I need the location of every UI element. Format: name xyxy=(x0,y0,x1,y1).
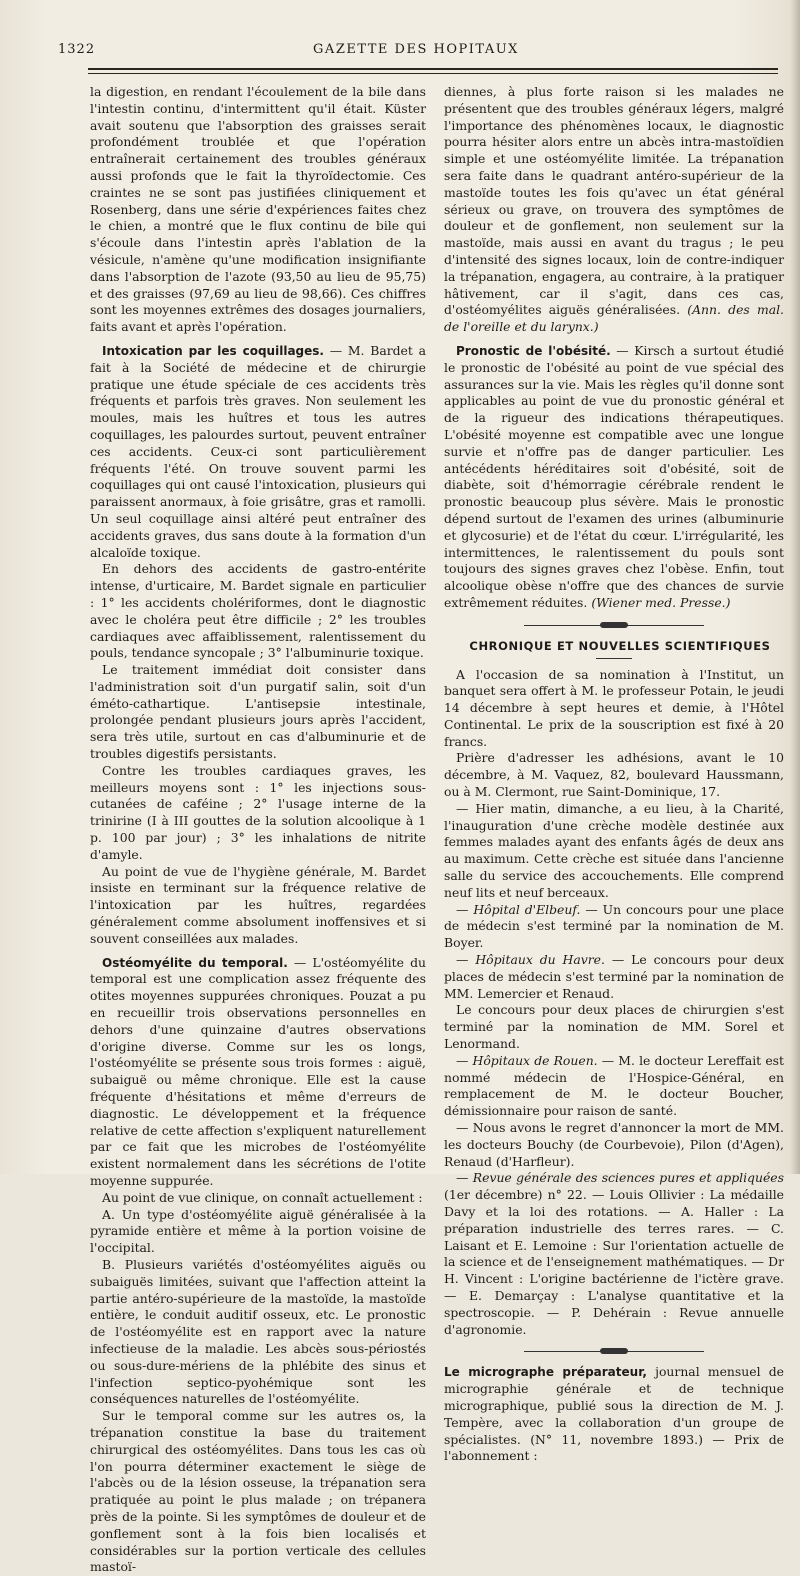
paragraph-text: — M. Bardet a fait à la Société de médecine et de chirurgie pratique une étude spéciale de ces accidents très fréquents et parfois très graves. Non seulement les moules, mais les huîtres et tous les autres coquillages, les palourdes surtout, peuvent entraîner ces accidents. Ceux-ci sont particulièrement fréquents l'été. On trouve souvent parmi les coquillages qui ont causé l'intoxication, plusieurs qui paraissent anormaux, à foie grisâtre, gras et ramolli. Un seul coquillage ainsi altéré peut entraîner des accidents graves, dus sans doute à la formation d'un alcaloïde toxique. xyxy=(90,342,426,560)
paragraph: — Revue générale des sciences pures et appliquées (1er décembre) n° 22. — Louis Ollivier : La médaille Davy et la loi des rotations. — A. Haller : La préparation industrielle des terres rares. — C. Laisant et E. Lemoine : Sur l'orientation actuelle de la science et de l'enseignement mathématiques. — Dr H. Vincent : L'origine bactérienne de l'ictère grave. — E. Demarçay : L'analyse quantitative et la spectroscopie. — P. Dehérain : Revue annuelle d'agronomie. xyxy=(444,1170,784,1337)
paragraph: Le traitement immédiat doit consister dans l'administration soit d'un purgatif salin, soit d'un éméto-cathartique. L'antisepsie intestinale, prolongée pendant plusieurs jours après l'accident, sera très utile, surtout en cas d'albuminurie et de troubles digestifs persistants. xyxy=(90,662,426,762)
binding-shadow xyxy=(790,0,800,1174)
journal-title: GAZETTE DES HOPITAUX xyxy=(313,42,519,57)
paragraph: Au point de vue clinique, on connaît actuellement : xyxy=(102,1189,423,1205)
paragraph: — Hôpitaux de Rouen. — M. le docteur Lereffait est nommé médecin de l'Hospice-Général, en remplacement de M. le docteur Boucher, démissionnaire pour raison de santé. xyxy=(444,1052,784,1119)
paragraph-text: diennes, à plus forte raison si les malades ne présentent que des troubles généraux légers, malgré l'importance des phénomènes locaux, le diagnostic pourra hésiter alors entre un abcès intra-mastoïdien simple et une ostéomyélite limitée. La trépanation sera faite dans le quadrant antéro-supérieur de la mastoïde toutes les fois qu'avec un état général sérieux ou grave, on trouvera des symptômes de douleur et de gonflement, non seulement sur la mastoïde, mais aussi en avant du tragus ; le peu d'intensité des signes locaux, loin de contre-indiquer la trépanation, engagera, au contraire, à la pratiquer hâtivement, car il s'agit, dans ces cas, d'ostéomyélites aiguës généralisées. xyxy=(444,84,784,318)
page-number: 1322 xyxy=(58,42,96,57)
header-rule-thick xyxy=(88,68,778,70)
title-rule xyxy=(596,658,632,659)
paragraph-text: (1er décembre) n° 22. — Louis Ollivier : La médaille Davy et la loi des rotations. — A. Haller : La préparation industrielle des terres rares. — C. Laisant et E. Lemoine : Sur l'orientation actuelle de la science et de l'enseignement mathématiques. — Dr H. Vincent : L'origine bactérienne de l'ictère grave. — E. Demarçay : L'analyse quantitative et la spectroscopie. — P. Dehérain : Revue annuelle d'agronomie. xyxy=(444,1187,784,1337)
paragraph-text: — Kirsch a surtout étudié le pronostic de l'obésité au point de vue spécial des assurances sur la vie. Mais les règles qu'il donne sont applicables au point de vue du pronostic général et de la rigueur des indications thérapeutiques. L'obésité moyenne est compatible avec une longue survie et n'offre pas de danger particulier. Les antécédents héréditaires soit d'obésité, soit de diabète, soit d'hémorragie cérébrale rendent le pronostic beaucoup plus sévère. Mais le pronostic dépend surtout de l'examen des urines (albuminurie et glycosurie) et de l'état du cœur. L'irrégularité, les intermittences, le ralentissement du pouls sont toujours des signes graves chez l'obèse. Enfin, tout alcoolique obèse n'offre que des chances de survie extrêmement réduites. xyxy=(444,342,784,610)
paragraph-text: — L'ostéomyélite du temporal est une complication assez fréquente des otites moyennes suppurées chroniques. Pouzat a pu en recueillir trois observations personnelles en dehors d'une quinzaine d'autres observations d'origine diverse. Comme sur les os longs, l'ostéomyélite se présente sous trois formes : aiguë, subaiguë ou même chronique. Elle est la cause fréquente d'hésitations et même d'erreurs de diagnostic. Le développement et la fréquence relative de cette affection s'expliquent naturellement par ce fait que les microbes de l'ostéomyélite existent normalement dans les sécrétions de l'otite moyenne suppurée. xyxy=(90,954,426,1188)
news-item-title: Revue générale des sciences pures et appliquées xyxy=(472,1170,784,1186)
paragraph: En dehors des accidents de gastro-entérite intense, d'urticaire, M. Bardet signale en particulier : 1° les accidents cholériformes, dont le diagnostic avec le choléra peut être difficile ; 2° les troubles cardiaques avec affaiblissement, ralentissement du pouls, tendance syncopale ; 3° l'albuminurie toxique. xyxy=(90,561,426,661)
paragraph-text: — Un concours pour une place de médecin s'est terminé par la nomination de M. Boyer. xyxy=(444,901,784,951)
paragraph: — Hôpitaux du Havre. — Le concours pour deux places de médecin s'est terminé par la nomination de MM. Lemercier et Renaud. xyxy=(444,952,785,1001)
citation: (Wiener med. Presse.) xyxy=(591,594,731,610)
section-osteomyelite xyxy=(90,955,426,1190)
paragraph: Prière d'adresser les adhésions, avant le 10 décembre, à M. Vaquez, 82, boulevard Haussmann, ou à M. Clermont, rue Saint-Dominique, 17. xyxy=(444,750,784,800)
paragraph: — Hier matin, dimanche, a eu lieu, à la Charité, l'inauguration d'une crèche modèle destinée aux femmes malades ayant des enfants âgés de deux ans au maximum. Cette crèche est située dans l'ancienne salle du service des accouchements. Elle comprend neuf lits et neuf berceaux. xyxy=(444,800,784,900)
paragraph: B. Plusieurs variétés d'ostéomyélites aiguës ou subaiguës limitées, suivant que l'affection atteint la partie antéro-supérieure de la mastoïde, la mastoïde entière, le conduit auditif osseux, etc. Le pronostic de l'ostéomyélite est en rapport avec la nature infectieuse de la maladie. Les abcès sous-périostés ou sous-dure-mériens de la phlébite des sinus et l'infection septico-pyohémique sont les conséquences naturelles de l'ostéomyélite. xyxy=(90,1256,426,1407)
paragraph: la digestion, en rendant l'écoulement de la bile dans l'intestin continu, d'intermittent qu'il était. Küster avait soutenu que l'absorption des graisses serait profondément troublée et que l'opération entraînerait certainement des troubles généraux aussi profonds que le fait la thyroïdectomie. Ces craintes ne se sont pas justifiées cliniquement et Rosenberg, dans une série d'expériences faites chez le chien, a montré que le flux continu de bile qui s'écoule dans l'intestin après l'ablation de la vésicule, n'amène qu'une modification insignifiante dans l'absorption de l'azote (93,50 au lieu de 95,75) et des graisses (97,69 au lieu de 98,66). Ces chiffres sont les moyennes extrêmes des dosages journaliers, faits avant et après l'opération. xyxy=(90,84,426,335)
section-heading: Ostéomyélite du temporal. xyxy=(102,955,288,970)
left-column xyxy=(90,84,426,1576)
paragraph-text: — Le concours pour deux places de médecin s'est terminé par la nomination de MM. Lemercier et Renaud. xyxy=(444,952,785,1001)
paragraph xyxy=(444,1364,784,1465)
section-heading: Intoxication par les coquillages. xyxy=(102,343,324,358)
section-heading: Pronostic de l'obésité. xyxy=(456,343,611,358)
paragraph xyxy=(444,84,784,336)
paragraph-text: — M. le docteur Lereffait est nommé médecin de l'Hospice-Général, en remplacement de M. le docteur Boucher, démissionnaire pour raison de santé. xyxy=(444,1052,784,1119)
news-item-title: Hôpitaux du Havre. xyxy=(475,952,605,968)
chronique-title: CHRONIQUE ET NOUVELLES SCIENTIFIQUES xyxy=(469,638,771,653)
section-heading: Le micrographe préparateur, xyxy=(444,1365,647,1380)
paragraph: A l'occasion de sa nomination à l'Institut, un banquet sera offert à M. le professeur Potain, le jeudi 14 décembre à sept heures et demie, à l'Hôtel Continental. Le prix de la souscription est fixé à 20 francs. xyxy=(444,666,784,749)
paragraph: A. Un type d'ostéomyélite aiguë généralisée à la pyramide entière et même à la portion voisine de l'occipital. xyxy=(90,1206,426,1256)
section-obesite xyxy=(444,343,784,612)
paragraph: Au point de vue de l'hygiène générale, M. Bardet insiste en terminant sur la fréquence relative de l'intoxication par les huîtres, regardées généralement comme absolument inoffensives et si souvent conseillées aux malades. xyxy=(90,863,426,946)
paragraph: Le concours pour deux places de chirurgien s'est terminé par la nomination de MM. Sorel et Lenormand. xyxy=(444,1002,784,1052)
section-ornament xyxy=(444,621,784,629)
news-item-title: Hôpitaux de Rouen. xyxy=(472,1052,598,1068)
section-ornament xyxy=(444,1347,784,1355)
paragraph-text: journal mensuel de micrographie générale et de technique micrographique, publié sous la direction de M. J. Tempère, avec la collaboration d'un groupe de spécialistes. (N° 11, novembre 1893.) — Prix de l'abonnement : xyxy=(444,1364,785,1464)
paragraph: Sur le temporal comme sur les autres os, la trépanation constitue la base du traitement chirurgical des ostéomyélites. Dans tous les cas où l'on pourra déterminer exactement le siège de l'abcès ou de la lésion osseuse, la trépanation sera pratiquée au point le plus malade ; on trépanera près de la pointe. Si les symptômes de douleur et de gonflement sont à la fois bien localisés et considérables sur la portion verticale des cellules mastoï- xyxy=(90,1408,426,1575)
right-column xyxy=(444,84,784,1465)
running-head xyxy=(58,42,774,62)
paragraph: — Hôpital d'Elbeuf. — Un concours pour une place de médecin s'est terminé par la nomination de M. Boyer. xyxy=(444,901,784,951)
paragraph: Contre les troubles cardiaques graves, les meilleurs moyens sont : 1° les injections sous-cutanées de caféine ; 2° l'usage interne de la trinirine (I à III gouttes de la solution alcoolique à 1 p. 100 par jour) ; 3° les inhalations de nitrite d'amyle. xyxy=(90,762,426,862)
paragraph: — Nous avons le regret d'annoncer la mort de MM. les docteurs Bouchy (de Courbevoie), Pilon (d'Agen), Renaud (d'Harfleur). xyxy=(444,1120,784,1169)
news-item-title: Hôpital d'Elbeuf. xyxy=(473,901,581,917)
section-intoxication xyxy=(90,343,426,561)
citation: (Ann. des mal. de l'oreille et du larynx.) xyxy=(444,302,784,335)
header-rule-thin xyxy=(88,73,778,74)
